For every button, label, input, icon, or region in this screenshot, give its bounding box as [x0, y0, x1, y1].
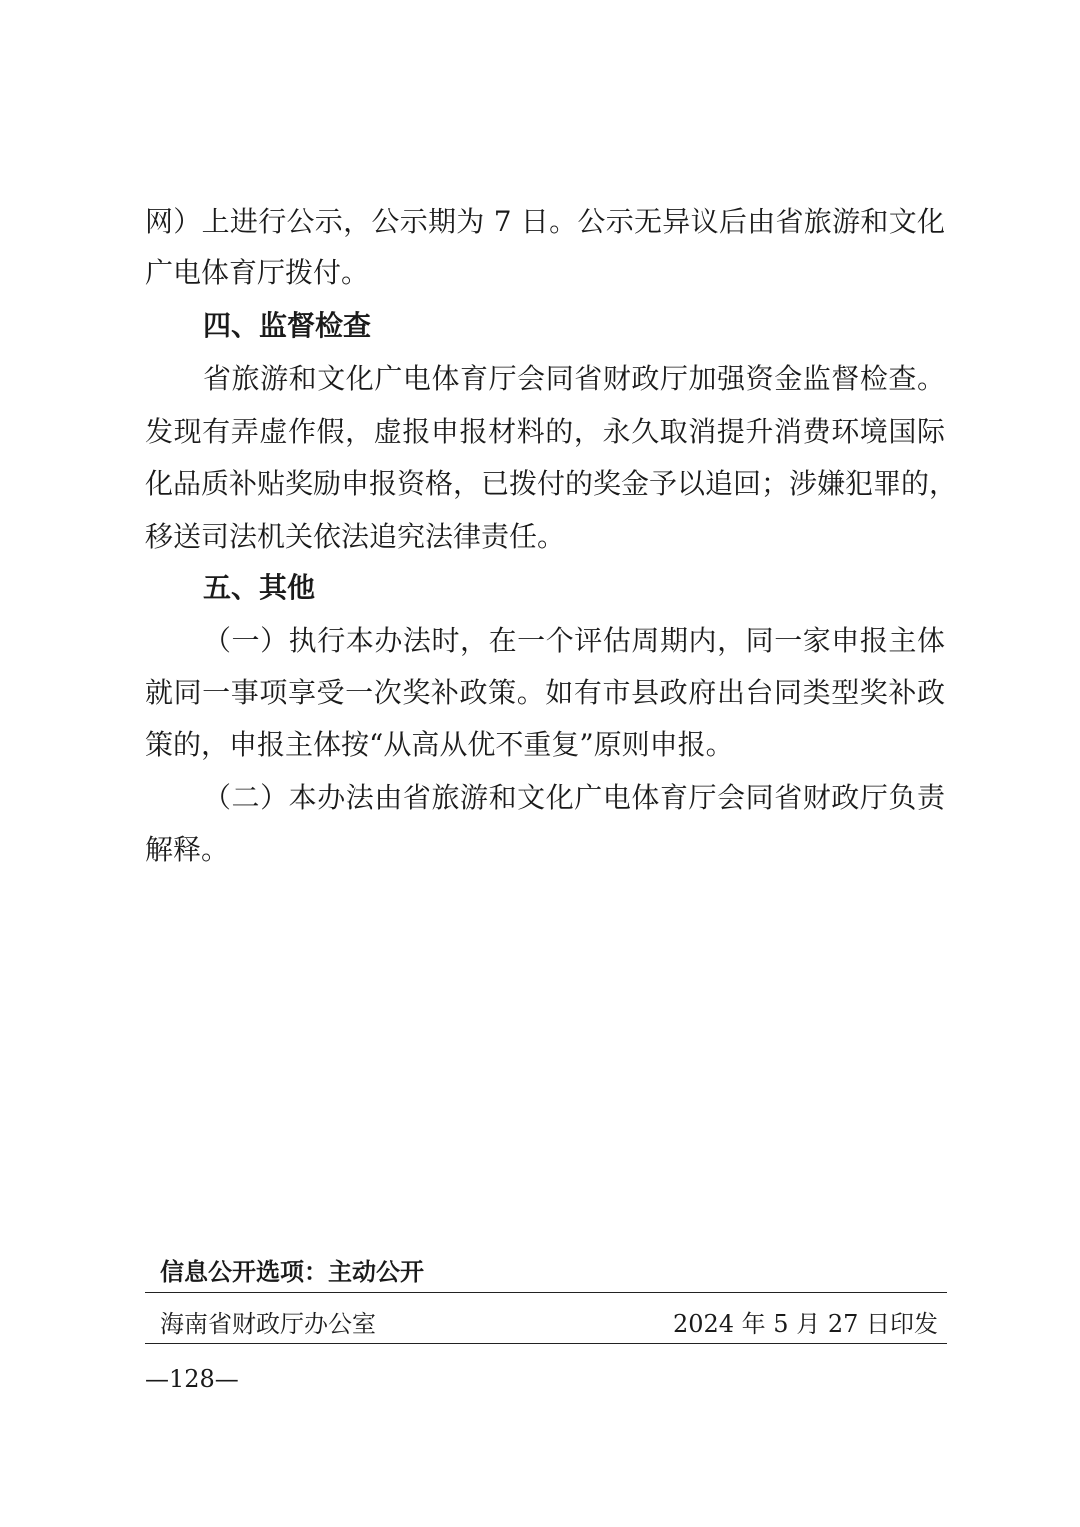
- section-4-line-3: 化品质补贴奖励申报资格，已拨付的奖金予以追回；涉嫌犯罪的，: [145, 467, 958, 500]
- footer-rule-top: [145, 1292, 947, 1293]
- footer-rule-bottom: [145, 1343, 947, 1344]
- section-5-line-2: 就同一事项享受一次奖补政策。如有市县政府出台同类型奖补政: [145, 676, 945, 709]
- section-5-line-3: 策的，申报主体按“从高从优不重复”原则申报。: [145, 728, 734, 761]
- body-line-1: 网）上进行公示，公示期为 7 日。公示无异议后由省旅游和文化: [145, 205, 945, 238]
- section-5-line-5: 解释。: [145, 833, 230, 866]
- section-4-line-4: 移送司法机关依法追究法律责任。: [145, 520, 566, 553]
- section-4-line-1: 省旅游和文化广电体育厅会同省财政厅加强资金监督检查。: [203, 362, 945, 395]
- section-5-line-1: （一）执行本办法时，在一个评估周期内，同一家申报主体: [203, 624, 945, 657]
- disclosure-option: 信息公开选项：主动公开: [160, 1258, 424, 1286]
- section-5-line-4: （二）本办法由省旅游和文化广电体育厅会同省财政厅负责: [203, 781, 945, 814]
- section-4-line-2: 发现有弄虚作假，虚报申报材料的，永久取消提升消费环境国际: [145, 415, 945, 448]
- section-4-heading: 四、监督检查: [203, 309, 372, 342]
- page-number: —128—: [145, 1365, 239, 1393]
- section-5-heading: 五、其他: [203, 571, 316, 604]
- issuer: 海南省财政厅办公室: [160, 1310, 376, 1338]
- body-line-2: 广电体育厅拨付。: [145, 256, 370, 289]
- footer-issuer-row: [160, 1306, 938, 1342]
- issue-date: 2024 年 5 月 27 日印发: [672, 1310, 938, 1338]
